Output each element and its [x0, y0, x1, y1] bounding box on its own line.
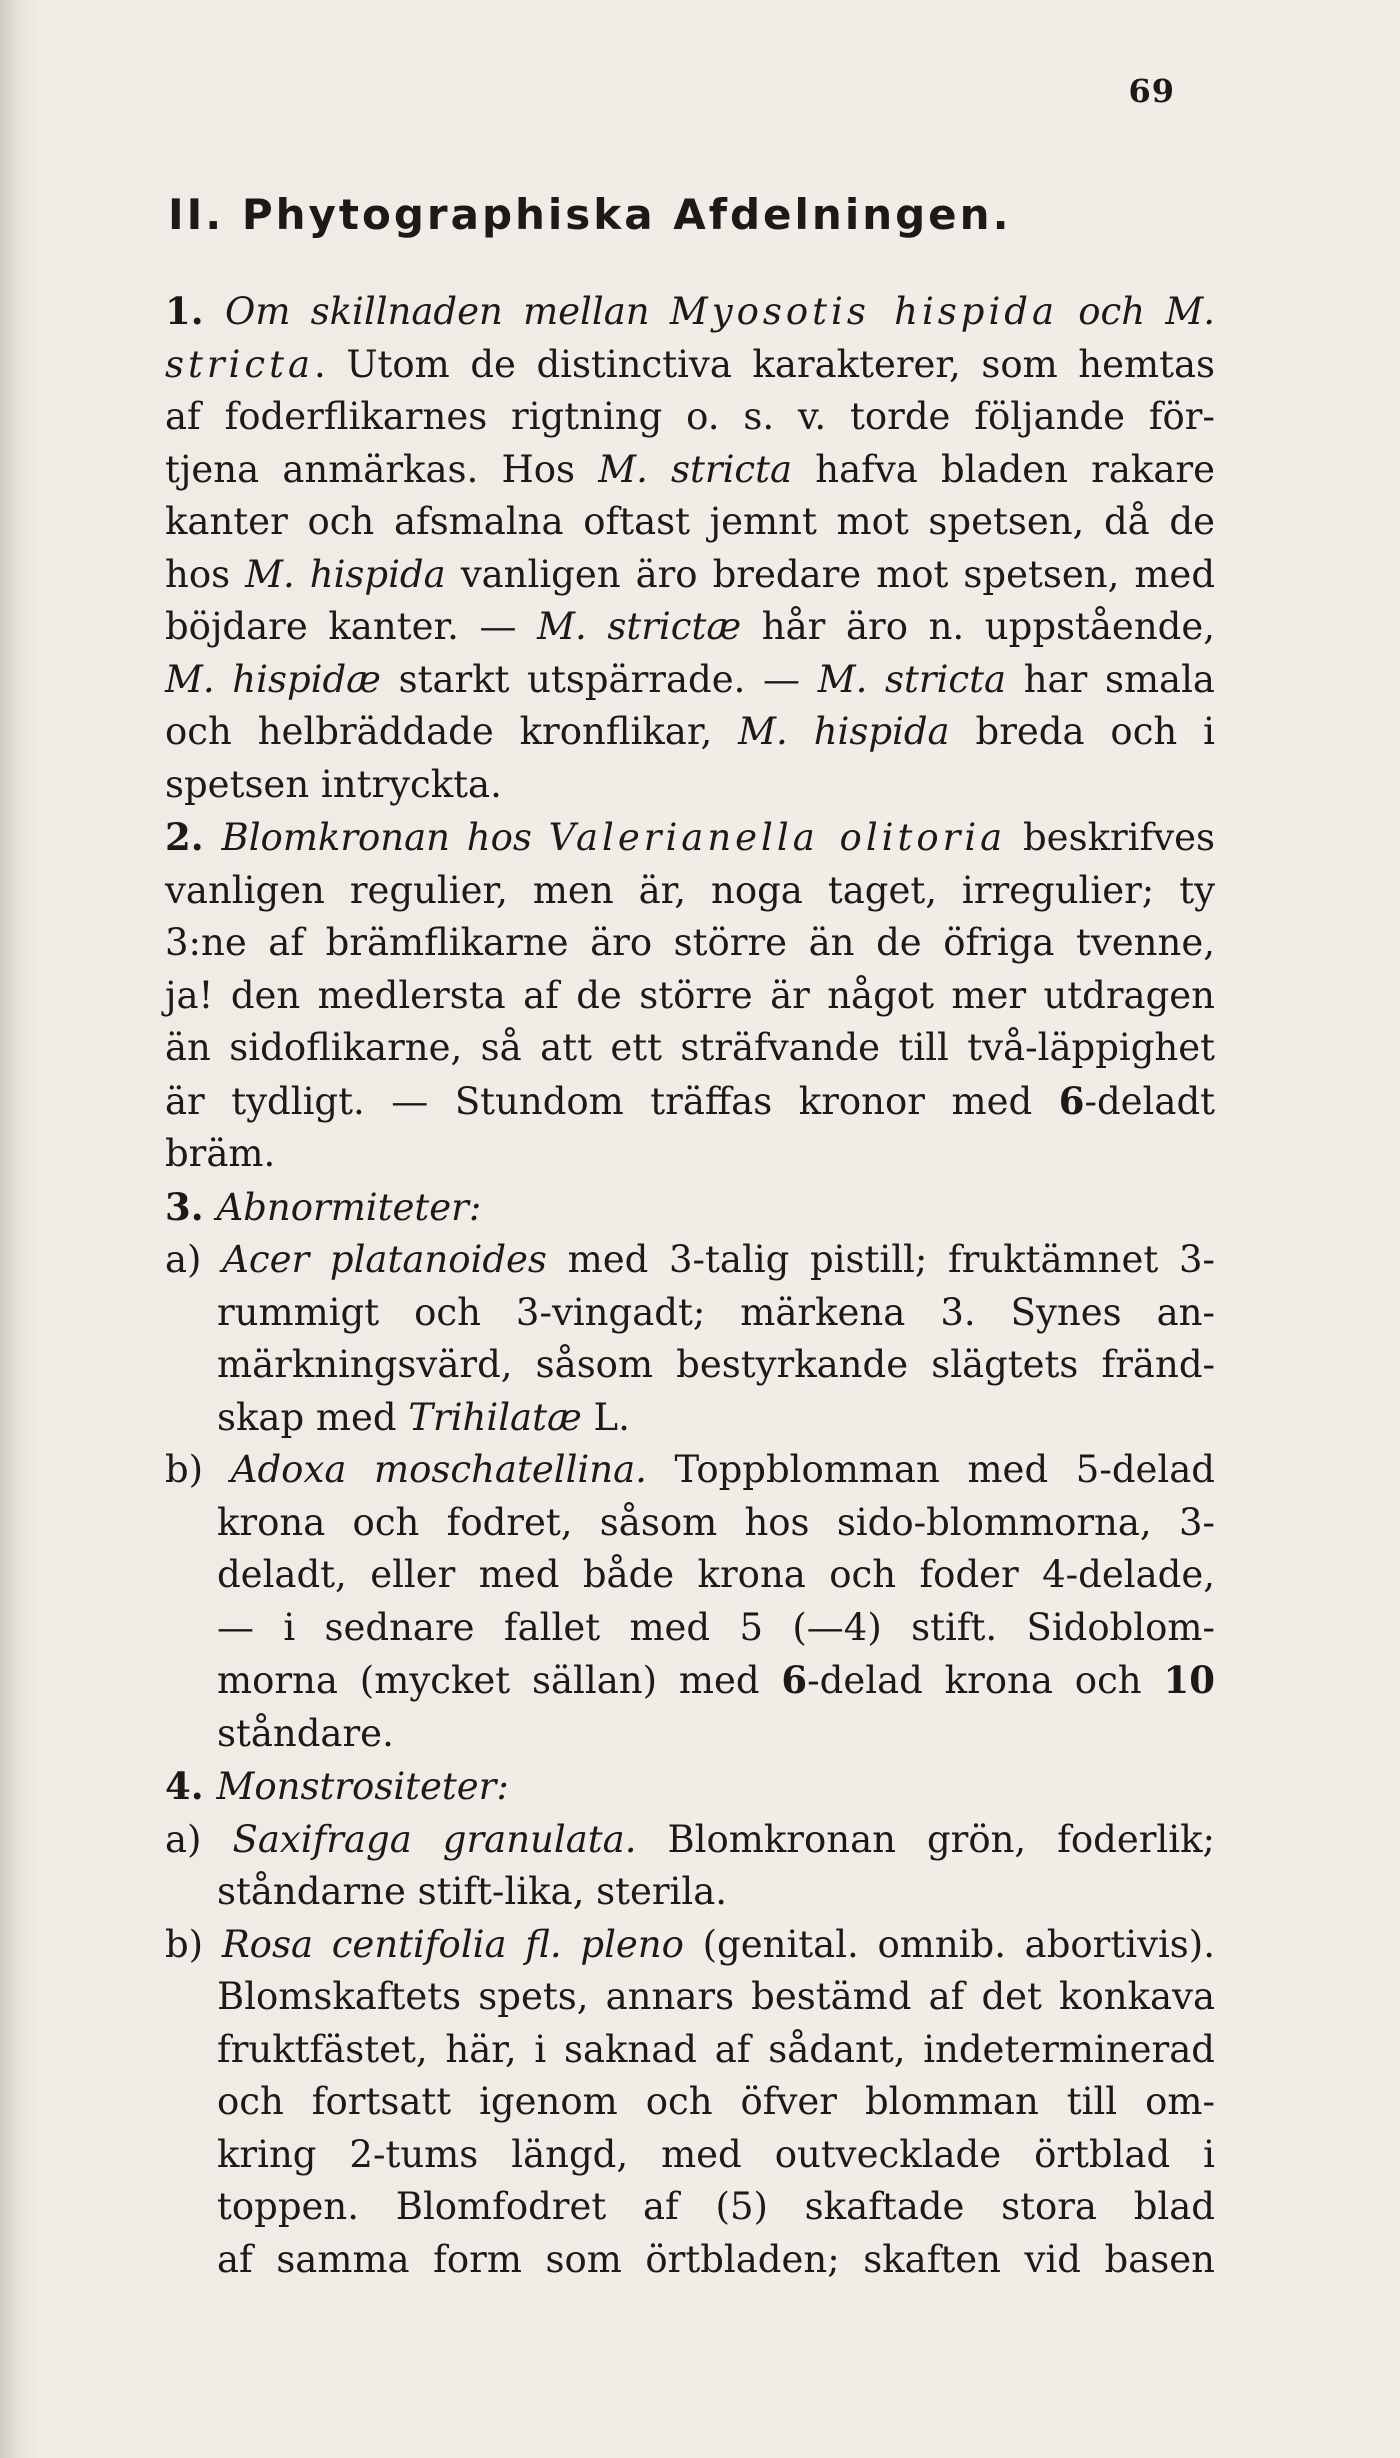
text-span: 2. — [165, 815, 222, 859]
text-line — [165, 496, 1215, 549]
text-span: med 3-talig pistill; fruktämnet 3- — [546, 1238, 1215, 1281]
text-span: kanter och afsmalna oftast jemnt mot spetsen, då de — [165, 500, 1215, 543]
text-span: kring 2-tums längd, med outvecklade örtblad i — [217, 2132, 1215, 2176]
text-span: af samma form som örtbladen; skaften vid basen — [217, 2237, 1215, 2281]
text-line — [165, 2076, 1215, 2129]
text-span: har smala — [1006, 657, 1215, 701]
text-span: böjdare kanter. — — [165, 605, 538, 648]
text-line — [165, 1971, 1215, 2024]
text-line — [165, 1339, 1215, 1392]
text-line — [165, 549, 1215, 602]
text-span: L. — [581, 1395, 630, 1439]
text-span: än sidoflikarne, så att ett sträfvande till två-läppighet — [165, 1026, 1215, 1069]
text-span: M. hispida — [245, 552, 446, 596]
section-heading: II. Phytographiska Afdelningen. — [168, 190, 1012, 239]
text-span: Blomkronan grön, foderlik; — [636, 1817, 1215, 1861]
text-span: hos — [165, 552, 246, 596]
text-span: Abnormiteter: — [216, 1185, 482, 1229]
text-span: M. stricta — [598, 447, 793, 491]
text-line — [165, 1181, 1215, 1235]
text-line — [165, 917, 1215, 970]
text-line — [165, 811, 1215, 865]
text-span: Om skillnaden mellan — [224, 290, 670, 333]
text-line — [165, 285, 1215, 339]
text-span: toppen. Blomfodret af (5) skaftade stora blad — [217, 2185, 1215, 2228]
text-span: ståndarne stift-lika, sterila. — [217, 1870, 728, 1913]
text-line — [165, 1866, 1215, 1919]
text-span: Adoxa moschatellina. — [230, 1448, 647, 1491]
text-span: starkt utspärrade. — — [380, 657, 818, 701]
text-span: stricta — [165, 342, 315, 386]
text-span: — i sednare fallet med 5 (—4) stift. Sidoblom- — [217, 1605, 1215, 1649]
text-line — [165, 1919, 1215, 1972]
text-span: märkningsvärd, såsom bestyrkande slägtets fränd- — [217, 1343, 1215, 1386]
text-line — [165, 1760, 1215, 1814]
text-span: krona och fodret, såsom hos sido-blommorna, 3- — [217, 1500, 1215, 1544]
text-span: hår äro n. uppstående, — [741, 605, 1215, 648]
text-span: b) — [165, 1448, 231, 1491]
text-line — [165, 1392, 1215, 1445]
text-line — [165, 1654, 1215, 1708]
text-span: . Utom de distinctiva karakterer, som hemtas — [314, 342, 1215, 386]
text-span: skap med — [217, 1395, 409, 1439]
text-span: a) — [165, 1238, 223, 1281]
text-span: 6 — [781, 1658, 808, 1702]
text-span: Toppblomman med 5-delad — [646, 1448, 1215, 1491]
text-line — [165, 1497, 1215, 1550]
text-span: breda och i — [949, 710, 1215, 753]
text-span: tjena anmärkas. Hos — [165, 447, 599, 491]
text-span: Monstrositeter: — [216, 1765, 509, 1808]
text-span: 10 — [1163, 1658, 1215, 1702]
text-span: 3:ne af brämflikarne äro större än de öfriga tvenne, — [165, 921, 1215, 964]
text-span: 6 — [1058, 1078, 1085, 1123]
text-span: M. stricta — [817, 657, 1007, 701]
text-span: Rosa centifolia fl. pleno — [221, 1922, 684, 1966]
text-span: b) — [165, 1922, 222, 1966]
text-span: M. hispidæ — [165, 657, 381, 701]
text-span: Blomkronan hos — [221, 816, 549, 859]
text-line — [165, 759, 1215, 812]
text-line — [165, 706, 1215, 759]
text-span: och — [1058, 290, 1166, 333]
text-span: Myosotis hispida — [669, 290, 1059, 333]
text-span: spetsen intryckta. — [165, 762, 502, 806]
text-span: morna (mycket sällan) med — [217, 1659, 782, 1702]
text-line — [165, 1234, 1215, 1287]
text-line — [165, 1814, 1215, 1867]
text-line — [165, 444, 1215, 497]
text-span: rummigt och 3-vingadt; märkena 3. Synes an- — [217, 1290, 1215, 1334]
text-line — [165, 601, 1215, 654]
text-line — [165, 2024, 1215, 2077]
text-span: 4. — [165, 1764, 217, 1808]
text-line — [165, 391, 1215, 444]
text-line — [165, 2129, 1215, 2182]
page-number: 69 — [1128, 72, 1175, 110]
text-span: och fortsatt igenom och öfver blomman till om- — [217, 2080, 1215, 2123]
text-line — [165, 865, 1215, 918]
text-span: 1. — [165, 289, 225, 333]
text-span: är tydligt. — Stundom träffas kronor med — [165, 1079, 1059, 1123]
text-span: fruktfästet, här, i saknad af sådant, indeterminerad — [217, 2027, 1215, 2071]
text-line — [165, 654, 1215, 707]
text-span: (genital. omnib. abortivis). — [683, 1922, 1215, 1966]
text-span: 3. — [165, 1184, 217, 1229]
text-line — [165, 1708, 1215, 1761]
text-line — [165, 1602, 1215, 1655]
text-span: M. hispida — [738, 710, 950, 753]
text-span: Trihilatæ — [408, 1395, 582, 1439]
text-span: hafva bladen rakare — [792, 447, 1215, 491]
text-span: Acer platanoides — [222, 1238, 547, 1281]
text-line — [165, 1287, 1215, 1340]
text-line — [165, 1022, 1215, 1075]
text-span: deladt, eller med både krona och foder 4-delade, — [217, 1553, 1215, 1596]
body-text — [165, 285, 1215, 2286]
text-line — [165, 1128, 1215, 1181]
text-line — [165, 970, 1215, 1023]
text-span: a) — [165, 1817, 233, 1861]
text-span: beskrifves — [1006, 816, 1215, 859]
text-line — [165, 1444, 1215, 1497]
text-span: af foderflikarnes rigtning o. s. v. torde följande för- — [165, 395, 1215, 438]
text-line — [165, 339, 1215, 392]
text-line — [165, 2181, 1215, 2234]
text-span: ståndare. — [217, 1711, 394, 1755]
text-span: -deladt — [1084, 1079, 1215, 1123]
text-span: M. — [1165, 290, 1215, 333]
text-span: vanligen regulier, men är, noga taget, irregulier; ty — [165, 868, 1215, 912]
text-span: bräm. — [165, 1132, 276, 1175]
text-span: och helbräddade kronflikar, — [165, 710, 739, 753]
text-span: Saxifraga granulata. — [232, 1817, 637, 1861]
text-span: vanligen äro bredare mot spetsen, med — [445, 552, 1216, 596]
text-span: M. strictæ — [537, 605, 742, 648]
text-line — [165, 2234, 1215, 2287]
text-line — [165, 1549, 1215, 1602]
text-span: ja! den medlersta af de större är något mer utdragen — [165, 973, 1215, 1017]
text-line — [165, 1075, 1215, 1129]
text-span: -delad krona och — [807, 1659, 1164, 1702]
text-span: Blomskaftets spets, annars bestämd af det konkava — [217, 1975, 1215, 2018]
text-span: Valerianella olitoria — [548, 816, 1007, 859]
